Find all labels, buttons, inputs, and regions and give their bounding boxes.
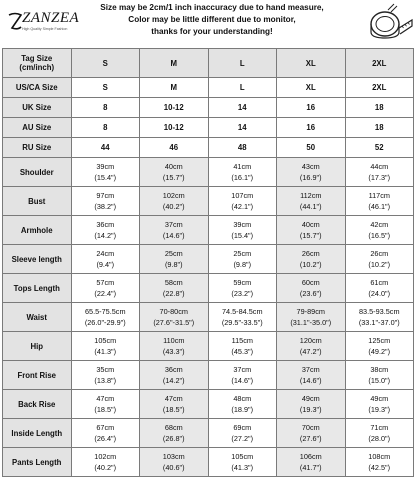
inch-value: (9.8")	[164, 260, 183, 269]
inch-value: (15.4")	[94, 173, 117, 182]
inch-value: (43.3")	[162, 347, 185, 356]
cm-value: 108cm	[368, 452, 391, 461]
inch-value: (17.3")	[368, 173, 391, 182]
row-label: Hip	[3, 332, 72, 361]
cm-value: 65.5-75.5cm	[84, 307, 126, 316]
inch-value: (15.7")	[299, 231, 322, 240]
cm-value: 26cm	[370, 249, 389, 258]
size-value: XL	[277, 78, 346, 98]
inch-value: (26.8")	[162, 434, 185, 443]
measure-value	[71, 419, 140, 448]
cm-value: 120cm	[299, 336, 322, 345]
row-label: Sleeve length	[3, 245, 72, 274]
cm-value: 102cm	[162, 191, 185, 200]
cm-value: 43cm	[301, 162, 320, 171]
measure-value	[71, 158, 140, 187]
measure-value	[277, 274, 346, 303]
size-value: 18	[345, 118, 414, 138]
measure-value	[71, 187, 140, 216]
size-value: M	[140, 78, 209, 98]
measure-value	[345, 419, 414, 448]
measure-value	[140, 419, 209, 448]
measure-value	[345, 390, 414, 419]
measure-value	[277, 390, 346, 419]
size-chart-body	[3, 49, 414, 477]
size-value: 48	[208, 138, 277, 158]
measure-value	[71, 390, 140, 419]
inch-value: (15.4")	[231, 231, 254, 240]
header	[0, 0, 416, 48]
measure-value	[140, 303, 209, 332]
table-row	[3, 98, 414, 118]
inch-value: (15.7")	[162, 173, 185, 182]
cm-value: 49cm	[370, 394, 389, 403]
measure-value	[277, 448, 346, 477]
measure-value	[208, 448, 277, 477]
measure-value	[345, 361, 414, 390]
size-value: 2XL	[345, 78, 414, 98]
measure-value	[208, 158, 277, 187]
size-value: 14	[208, 98, 277, 118]
measure-value	[71, 361, 140, 390]
cm-value: 97cm	[96, 191, 115, 200]
cm-value: 25cm	[164, 249, 183, 258]
cm-value: 117cm	[368, 191, 390, 200]
row-label: RU Size	[3, 138, 72, 158]
inch-value: (14.2")	[162, 376, 185, 385]
measure-value	[140, 332, 209, 361]
cm-value: 79-89cm	[296, 307, 325, 316]
cm-value: 71cm	[370, 423, 389, 432]
table-row	[3, 187, 414, 216]
cm-value: 41cm	[233, 162, 252, 171]
size-value: 8	[71, 98, 140, 118]
measure-value	[345, 158, 414, 187]
inch-value: (23.6")	[299, 289, 322, 298]
measure-value	[277, 245, 346, 274]
row-label: Waist	[3, 303, 72, 332]
measure-value	[345, 187, 414, 216]
measure-value	[140, 274, 209, 303]
measure-value	[277, 303, 346, 332]
inch-value: (41.3")	[231, 463, 254, 472]
measure-value	[345, 274, 414, 303]
measure-value	[140, 187, 209, 216]
measure-value	[140, 390, 209, 419]
cm-value: 37cm	[301, 365, 320, 374]
cm-value: 102cm	[94, 452, 117, 461]
measure-value	[71, 303, 140, 332]
table-row	[3, 448, 414, 477]
cm-value: 49cm	[301, 394, 320, 403]
inch-value: (14.6")	[299, 376, 322, 385]
table-header-row	[3, 49, 414, 78]
brand-name: ZANZEA	[22, 10, 80, 26]
inch-value: (47.2")	[299, 347, 322, 356]
size-header: S	[71, 49, 140, 78]
size-header: L	[208, 49, 277, 78]
table-row	[3, 118, 414, 138]
measure-value	[140, 448, 209, 477]
inch-value: (29.5"-33.5")	[221, 318, 263, 327]
cm-value: 38cm	[370, 365, 389, 374]
cm-value: 25cm	[233, 249, 252, 258]
row-label: US/CA Size	[3, 78, 72, 98]
cm-value: 47cm	[96, 394, 115, 403]
table-row	[3, 361, 414, 390]
inch-value: (38.2")	[94, 202, 117, 211]
table-row	[3, 332, 414, 361]
inch-value: (40.2")	[94, 463, 117, 472]
measure-value	[277, 187, 346, 216]
cm-value: 74.5-84.5cm	[221, 307, 263, 316]
cm-value: 48cm	[233, 394, 252, 403]
measure-value	[140, 361, 209, 390]
cm-value: 125cm	[368, 336, 391, 345]
inch-value: (23.2")	[231, 289, 254, 298]
cm-value: 37cm	[233, 365, 252, 374]
table-row	[3, 158, 414, 187]
row-label: AU Size	[3, 118, 72, 138]
notice-line-1: Size may be 2cm/1 inch inaccuracy due to hand measure,	[100, 3, 324, 12]
table-row	[3, 245, 414, 274]
inch-value: (19.3")	[368, 405, 391, 414]
cm-value: 115cm	[231, 336, 253, 345]
inch-value: (18.5")	[94, 405, 117, 414]
inch-value: (14.2")	[94, 231, 117, 240]
cm-value: 44cm	[370, 162, 389, 171]
measure-value	[208, 303, 277, 332]
inch-value: (27.2")	[231, 434, 254, 443]
table-row	[3, 216, 414, 245]
measure-value	[277, 216, 346, 245]
table-row	[3, 138, 414, 158]
measure-value	[71, 216, 140, 245]
measure-notice	[92, 2, 332, 39]
row-label: Front Rise	[3, 361, 72, 390]
cm-value: 103cm	[162, 452, 185, 461]
cm-value: 70cm	[301, 423, 320, 432]
size-value: 44	[71, 138, 140, 158]
cm-value: 105cm	[231, 452, 254, 461]
measure-value	[277, 158, 346, 187]
cm-value: 59cm	[233, 278, 252, 287]
inch-value: (49.2")	[368, 347, 391, 356]
brand-tagline: High Quality Simple Fashion	[22, 27, 68, 31]
cm-value: 110cm	[163, 336, 185, 345]
inch-value: (40.2")	[162, 202, 185, 211]
inch-value: (44.1")	[299, 202, 322, 211]
cm-value: 105cm	[94, 336, 117, 345]
cm-value: 68cm	[164, 423, 183, 432]
notice-line-2: Color may be little different due to monitor,	[128, 15, 296, 25]
cm-value: 40cm	[164, 162, 183, 171]
inch-value: (28.0")	[368, 434, 391, 443]
cm-value: 106cm	[299, 452, 322, 461]
inch-value: (33.1"-37.0")	[358, 318, 400, 327]
notice-line-3: thanks for your understanding!	[151, 27, 273, 37]
inch-value: (16.1")	[231, 173, 254, 182]
table-row	[3, 274, 414, 303]
cm-value: 69cm	[233, 423, 252, 432]
measure-value	[208, 419, 277, 448]
size-header: 2XL	[345, 49, 414, 78]
inch-value: (15.0")	[368, 376, 391, 385]
size-value: 8	[71, 118, 140, 138]
measure-value	[345, 303, 414, 332]
inch-value: (41.3")	[94, 347, 117, 356]
inch-value: (9.4")	[96, 260, 115, 269]
inch-value: (10.2")	[368, 260, 391, 269]
cm-value: 36cm	[96, 220, 115, 229]
cm-value: 61cm	[370, 278, 389, 287]
cm-value: 57cm	[96, 278, 115, 287]
measure-value	[208, 274, 277, 303]
size-chart-table	[2, 48, 414, 477]
inch-value: (22.4")	[94, 289, 117, 298]
measure-value	[345, 216, 414, 245]
inch-value: (24.0")	[368, 289, 391, 298]
size-value: 46	[140, 138, 209, 158]
cm-value: 42cm	[370, 220, 389, 229]
table-row	[3, 419, 414, 448]
measure-value	[71, 332, 140, 361]
inch-value: (41.7")	[299, 463, 322, 472]
header-label: Tag Size (cm/inch)	[3, 49, 72, 78]
inch-value: (27.6")	[299, 434, 322, 443]
measure-value	[208, 361, 277, 390]
inch-value: (42.1")	[231, 202, 254, 211]
brand-logo	[6, 10, 86, 44]
row-label: Inside Length	[3, 419, 72, 448]
inch-value: (26.0"-29.9")	[84, 318, 126, 327]
cm-value: 37cm	[164, 220, 183, 229]
inch-value: (40.6")	[162, 463, 185, 472]
inch-value: (27.6"-31.5")	[153, 318, 195, 327]
measure-value	[140, 216, 209, 245]
cm-value: 70-80cm	[159, 307, 188, 316]
row-label: Back Rise	[3, 390, 72, 419]
measure-value	[345, 245, 414, 274]
measure-value	[277, 361, 346, 390]
size-value: 10-12	[140, 98, 209, 118]
measure-value	[71, 274, 140, 303]
measure-value	[208, 216, 277, 245]
table-row	[3, 390, 414, 419]
cm-value: 47cm	[164, 394, 183, 403]
measure-value	[277, 419, 346, 448]
table-row	[3, 78, 414, 98]
inch-value: (14.6")	[162, 231, 185, 240]
cm-value: 107cm	[231, 191, 254, 200]
size-value: 16	[277, 118, 346, 138]
inch-value: (13.8")	[94, 376, 117, 385]
inch-value: (18.5")	[162, 405, 185, 414]
inch-value: (22.8")	[162, 289, 185, 298]
size-value: S	[71, 78, 140, 98]
row-label: Armhole	[3, 216, 72, 245]
inch-value: (14.6")	[231, 376, 254, 385]
measure-value	[71, 448, 140, 477]
cm-value: 36cm	[164, 365, 183, 374]
inch-value: (46.1")	[368, 202, 391, 211]
measure-value	[345, 448, 414, 477]
size-value: 10-12	[140, 118, 209, 138]
cm-value: 40cm	[301, 220, 320, 229]
size-value: L	[208, 78, 277, 98]
size-value: 18	[345, 98, 414, 118]
inch-value: (31.1"-35.0")	[290, 318, 332, 327]
cm-value: 58cm	[164, 278, 183, 287]
inch-value: (16.5")	[368, 231, 391, 240]
row-label: Bust	[3, 187, 72, 216]
inch-value: (45.3")	[231, 347, 254, 356]
row-label: Tops Length	[3, 274, 72, 303]
measure-value	[140, 158, 209, 187]
size-header: M	[140, 49, 209, 78]
inch-value: (19.3")	[299, 405, 322, 414]
measure-value	[208, 390, 277, 419]
row-label: Pants Length	[3, 448, 72, 477]
cm-value: 60cm	[301, 278, 320, 287]
inch-value: (18.9")	[231, 405, 254, 414]
measure-value	[71, 245, 140, 274]
measure-value	[208, 187, 277, 216]
size-value: 52	[345, 138, 414, 158]
inch-value: (26.4")	[94, 434, 117, 443]
cm-value: 24cm	[96, 249, 115, 258]
inch-value: (9.8")	[233, 260, 252, 269]
cm-value: 39cm	[233, 220, 252, 229]
measuring-tape-icon	[358, 2, 414, 46]
cm-value: 39cm	[96, 162, 115, 171]
inch-value: (10.2")	[299, 260, 322, 269]
size-value: 16	[277, 98, 346, 118]
size-value: 14	[208, 118, 277, 138]
measure-value	[208, 245, 277, 274]
measure-value	[140, 245, 209, 274]
size-value: 50	[277, 138, 346, 158]
inch-value: (42.5")	[368, 463, 391, 472]
inch-value: (16.9")	[299, 173, 322, 182]
row-label: UK Size	[3, 98, 72, 118]
row-label: Shoulder	[3, 158, 72, 187]
cm-value: 67cm	[96, 423, 115, 432]
size-header: XL	[277, 49, 346, 78]
measure-value	[345, 332, 414, 361]
table-row	[3, 303, 414, 332]
cm-value: 35cm	[96, 365, 115, 374]
cm-value: 26cm	[301, 249, 320, 258]
measure-value	[208, 332, 277, 361]
cm-value: 83.5-93.5cm	[358, 307, 400, 316]
cm-value: 112cm	[300, 191, 322, 200]
measure-value	[277, 332, 346, 361]
